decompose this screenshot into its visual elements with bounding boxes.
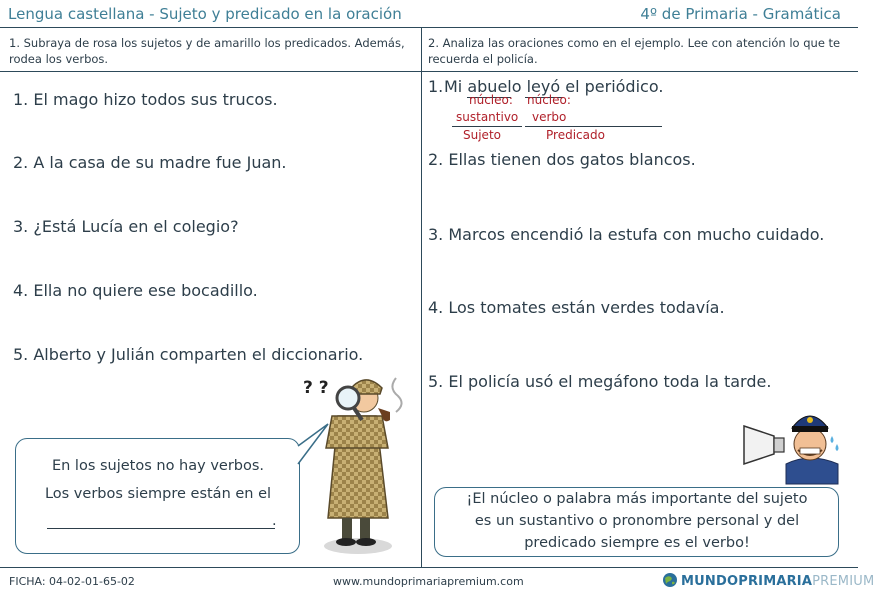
megaphone-icon bbox=[744, 426, 784, 464]
right-sentence-4: 4. Los tomates están verdes todavía. bbox=[428, 298, 725, 317]
label-verbo: verbo bbox=[532, 110, 567, 124]
brand-word-1: MUNDO bbox=[681, 574, 739, 589]
grade-subject: 4º de Primaria - Gramática bbox=[640, 5, 841, 23]
left-sentence-3: 3. ¿Está Lucía en el colegio? bbox=[13, 217, 239, 236]
nucleus-label-subject: núcleo: bbox=[469, 93, 513, 107]
nucleus-label-verb: núcleo: bbox=[527, 93, 571, 107]
fill-in-blank-line[interactable] bbox=[47, 528, 275, 529]
question-marks: ? ? bbox=[303, 378, 329, 398]
instruction-divider bbox=[0, 71, 858, 72]
note-line-2: es un sustantivo o pronombre personal y del bbox=[474, 513, 800, 529]
police-officer-illustration bbox=[740, 404, 844, 484]
detective-illustration bbox=[318, 368, 418, 558]
label-sujeto: Sujeto bbox=[463, 128, 501, 142]
note-line-1: ¡El núcleo o palabra más importante del sujeto bbox=[466, 491, 808, 507]
bubble-line-3: . bbox=[272, 513, 277, 529]
worksheet-title: Lengua castellana - Sujeto y predicado en la oración bbox=[8, 5, 402, 23]
footer-url[interactable]: www.mundoprimariapremium.com bbox=[333, 575, 524, 588]
bubble-line-2: Los verbos siempre están en el bbox=[44, 486, 272, 502]
example-number: 1. bbox=[428, 77, 444, 96]
ficha-code: FICHA: 04-02-01-65-02 bbox=[9, 575, 135, 588]
right-sentence-2: 2. Ellas tienen dos gatos blancos. bbox=[428, 150, 696, 169]
left-sentence-5: 5. Alberto y Julián comparten el diccionario. bbox=[13, 345, 364, 364]
left-instruction: 1. Subraya de rosa los sujetos y de amarillo los predicados. Además, rodea los verbos. bbox=[9, 36, 405, 66]
label-predicado: Predicado bbox=[546, 128, 605, 142]
footer-divider bbox=[0, 567, 858, 568]
subject-bracket bbox=[452, 126, 522, 127]
right-instruction: 2. Analiza las oraciones como en el ejemplo. Lee con atención lo que te recuerda el policía. bbox=[428, 36, 841, 66]
right-sentence-3: 3. Marcos encendió la estufa con mucho cuidado. bbox=[428, 225, 825, 244]
label-sustantivo: sustantivo bbox=[456, 110, 519, 124]
globe-logo-icon bbox=[662, 572, 678, 588]
left-sentence-2: 2. A la casa de su madre fue Juan. bbox=[13, 153, 287, 172]
brand-logo-text bbox=[681, 574, 874, 589]
right-sentence-5: 5. El policía usó el megáfono toda la tarde. bbox=[428, 372, 772, 391]
bubble-line-1: En los sujetos no hay verbos. bbox=[51, 458, 265, 474]
predicate-bracket bbox=[525, 126, 662, 127]
brand-word-2: PRIMARIA bbox=[738, 574, 813, 589]
brand-word-3: PREMIUM bbox=[812, 574, 874, 589]
example-sentence: Mi abuelo leyó el periódico. bbox=[444, 77, 664, 96]
header-divider bbox=[0, 27, 858, 28]
left-sentence-1: 1. El mago hizo todos sus trucos. bbox=[13, 90, 278, 109]
left-sentence-4: 4. Ella no quiere ese bocadillo. bbox=[13, 281, 258, 300]
note-line-3: predicado siempre es el verbo! bbox=[524, 535, 750, 551]
column-divider bbox=[421, 28, 422, 568]
